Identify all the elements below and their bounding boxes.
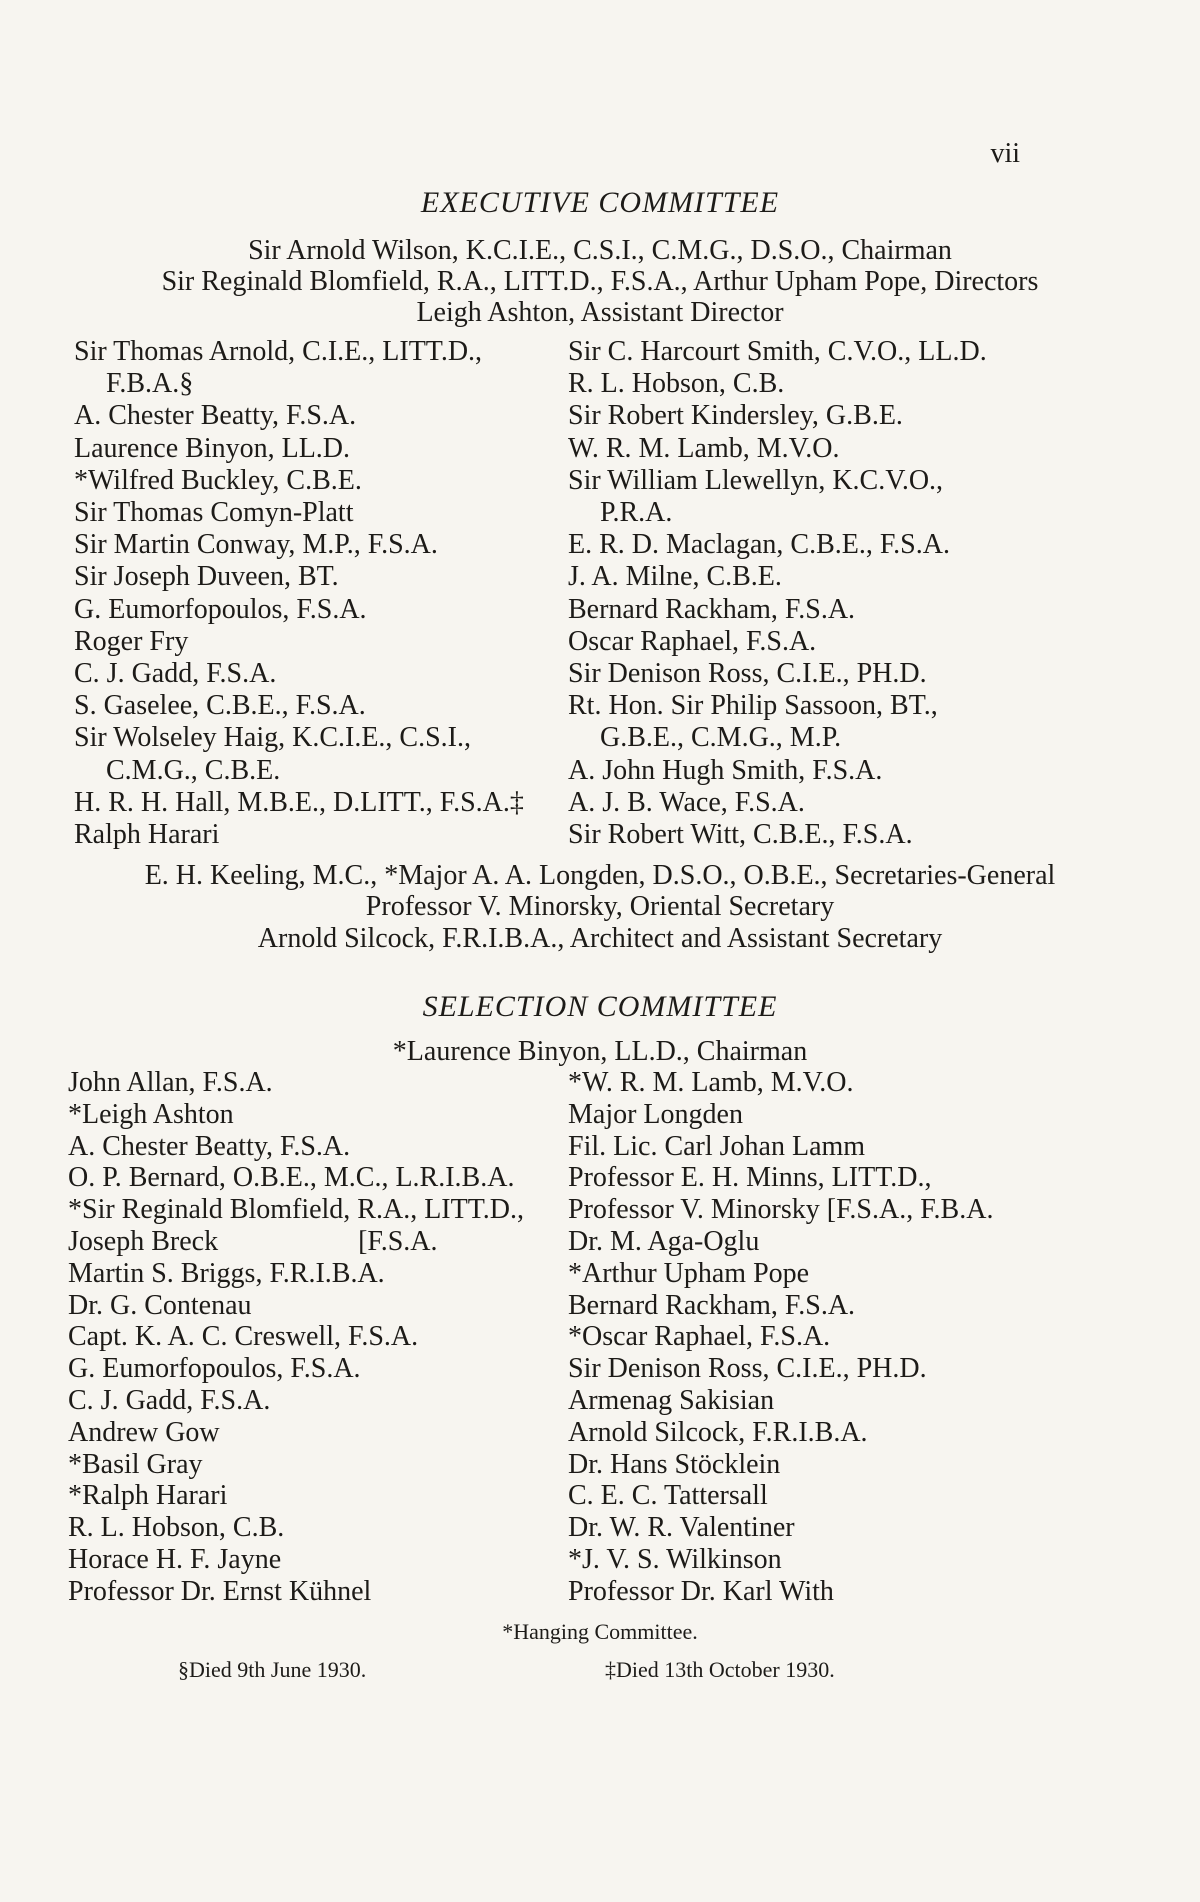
list-item: A. Chester Beatty, F.S.A. [74, 400, 357, 432]
list-item: *Arthur Upham Pope [568, 1257, 810, 1289]
list-item: Sir Wolseley Haig, K.C.I.E., C.S.I., [74, 722, 471, 754]
list-item: A. John Hugh Smith, F.S.A. [568, 754, 883, 786]
list-item: *Ralph Harari [68, 1480, 228, 1512]
list-item: Professor V. Minorsky [F.S.A., F.B.A. [568, 1194, 994, 1226]
list-item: Sir Thomas Comyn-Platt [74, 497, 354, 529]
executive-left-column [74, 336, 524, 851]
list-item: Sir William Llewellyn, K.C.V.O., [568, 464, 944, 496]
secretaries-general-line: E. H. Keeling, M.C., *Major A. A. Longden, D.S.O., O.B.E., Secretaries-General [144, 860, 1056, 891]
list-item: Sir Joseph Duveen, BT. [74, 561, 339, 593]
list-item: *W. R. M. Lamb, M.V.O. [568, 1067, 854, 1098]
list-item: Sir Robert Witt, C.B.E., F.S.A. [568, 819, 913, 851]
list-item: E. R. D. Maclagan, C.B.E., F.S.A. [568, 529, 950, 561]
list-item: Martin S. Briggs, F.R.I.B.A. [68, 1257, 385, 1289]
list-item: R. L. Hobson, C.B. [568, 368, 785, 400]
list-item: *Oscar Raphael, F.S.A. [568, 1321, 831, 1353]
list-item: H. R. H. Hall, M.B.E., D.LITT., F.S.A.‡ [74, 786, 524, 818]
oriental-secretary-line: Professor V. Minorsky, Oriental Secretary [365, 891, 835, 922]
list-item: A. J. B. Wace, F.S.A. [568, 786, 805, 818]
list-item: O. P. Bernard, O.B.E., M.C., L.R.I.B.A. [68, 1162, 515, 1194]
list-item: Bernard Rackham, F.S.A. [568, 593, 856, 625]
list-item: Laurence Binyon, LL.D. [74, 432, 351, 464]
list-item: Sir Denison Ross, C.I.E., PH.D. [568, 658, 927, 690]
executive-right-column [568, 336, 987, 851]
list-item: C. J. Gadd, F.S.A. [68, 1384, 271, 1416]
list-item: R. L. Hobson, C.B. [68, 1512, 285, 1544]
list-item: G. Eumorfopoulos, F.S.A. [68, 1353, 361, 1385]
list-item: Bernard Rackham, F.S.A. [568, 1289, 856, 1321]
selection-left-column [68, 1067, 524, 1608]
list-item: Dr. M. Aga-Oglu [568, 1225, 760, 1257]
list-item: Rt. Hon. Sir Philip Sassoon, BT., [568, 690, 938, 722]
executive-chair-line: Sir Arnold Wilson, K.C.I.E., C.S.I., C.M.G., D.S.O., Chairman [248, 235, 952, 266]
list-item: Sir Martin Conway, M.P., F.S.A. [74, 529, 438, 561]
list-item: *J. V. S. Wilkinson [568, 1543, 782, 1575]
executive-directors-line: Sir Reginald Blomfield, R.A., LITT.D., F.S.A., Arthur Upham Pope, Directors [161, 266, 1039, 297]
architect-line: Arnold Silcock, F.R.I.B.A., Architect and Assistant Secretary [257, 923, 943, 954]
list-item: Major Longden [568, 1098, 743, 1130]
list-item: *Wilfred Buckley, C.B.E. [74, 464, 362, 496]
list-item: Capt. K. A. C. Creswell, F.S.A. [68, 1321, 419, 1353]
list-item: Andrew Gow [68, 1416, 220, 1448]
list-item: C. E. C. Tattersall [568, 1480, 768, 1512]
list-item: F.B.A.§ [106, 368, 194, 400]
list-item: *Sir Reginald Blomfield, R.A., LITT.D., [68, 1194, 524, 1226]
list-item: Dr. W. R. Valentiner [568, 1512, 795, 1544]
selection-right-column [568, 1067, 993, 1608]
list-item: Arnold Silcock, F.R.I.B.A. [568, 1416, 868, 1448]
list-item: C. J. Gadd, F.S.A. [74, 658, 277, 690]
selection-committee-heading: SELECTION COMMITTEE [422, 990, 778, 1023]
list-item: Joseph Breck [F.S.A. [68, 1225, 438, 1257]
died-footnote-1: §Died 9th June 1930. [178, 1657, 367, 1682]
list-item: Ralph Harari [74, 819, 220, 851]
list-item: S. Gaselee, C.B.E., F.S.A. [74, 690, 366, 722]
list-item: Armenag Sakisian [568, 1384, 775, 1416]
died-footnote-2: ‡Died 13th October 1930. [605, 1657, 835, 1682]
list-item: Horace H. F. Jayne [68, 1543, 282, 1575]
selection-chair-line: *Laurence Binyon, LL.D., Chairman [392, 1036, 808, 1067]
list-item: *Leigh Ashton [68, 1098, 234, 1130]
list-item: P.R.A. [600, 497, 673, 529]
list-item: G. Eumorfopoulos, F.S.A. [74, 593, 367, 625]
list-item: Dr. G. Contenau [68, 1289, 252, 1321]
executive-assistant-line: Leigh Ashton, Assistant Director [416, 297, 784, 328]
executive-committee-heading: EXECUTIVE COMMITTEE [420, 186, 780, 219]
list-item: John Allan, F.S.A. [68, 1067, 273, 1098]
list-item: Professor E. H. Minns, LITT.D., [568, 1162, 932, 1194]
list-item: *Basil Gray [68, 1448, 203, 1480]
list-item: C.M.G., C.B.E. [106, 754, 281, 786]
list-item: Sir Denison Ross, C.I.E., PH.D. [568, 1353, 927, 1385]
list-item: Fil. Lic. Carl Johan Lamm [568, 1130, 866, 1162]
list-item: Sir Robert Kindersley, G.B.E. [568, 400, 903, 432]
list-item: J. A. Milne, C.B.E. [568, 561, 782, 593]
page-number: vii [990, 138, 1020, 169]
list-item: W. R. M. Lamb, M.V.O. [568, 432, 840, 464]
list-item: Professor Dr. Ernst Kühnel [68, 1575, 372, 1607]
list-item: Dr. Hans Stöcklein [568, 1448, 781, 1480]
list-item: G.B.E., C.M.G., M.P. [600, 722, 842, 754]
list-item: Sir Thomas Arnold, C.I.E., LITT.D., [74, 336, 483, 367]
list-item: Sir C. Harcourt Smith, C.V.O., LL.D. [568, 336, 987, 367]
list-item: Roger Fry [74, 625, 189, 657]
list-item: Oscar Raphael, F.S.A. [568, 625, 817, 657]
list-item: Professor Dr. Karl With [568, 1575, 834, 1607]
list-item: A. Chester Beatty, F.S.A. [68, 1130, 351, 1162]
hanging-committee-footnote: *Hanging Committee. [502, 1619, 698, 1644]
